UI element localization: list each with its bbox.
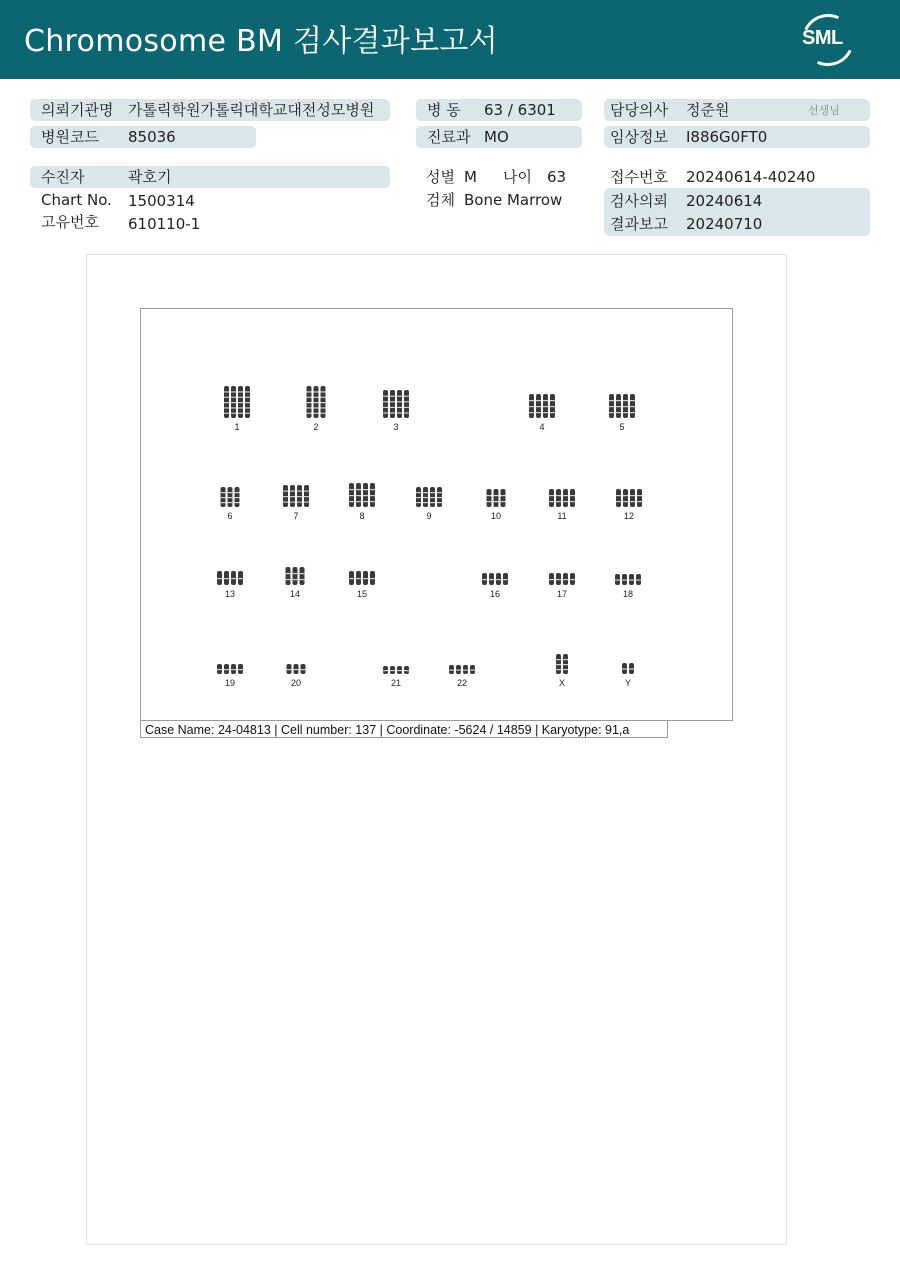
- chromosome-label-12: 12: [623, 511, 635, 521]
- chromosome-1: [224, 386, 250, 418]
- chromosome-label-19: 19: [224, 678, 236, 688]
- chromosome-2: [307, 386, 326, 418]
- chromosome-14: [286, 567, 305, 585]
- report-header: [0, 0, 900, 79]
- chromosome-4: [529, 394, 555, 418]
- report-title: Chromosome BM 검사결과보고서: [24, 24, 498, 59]
- chromosome-label-15: 15: [356, 589, 368, 599]
- report-value: 20240710: [686, 215, 763, 233]
- doctor-value: 정준원: [686, 101, 730, 119]
- chromosome-20: [287, 664, 306, 674]
- chromosome-label-4: 4: [539, 422, 545, 432]
- chromosome-8: [349, 483, 375, 507]
- chart-value: 1500314: [128, 192, 195, 210]
- chromosome-13: [217, 571, 243, 585]
- chromosome-7: [283, 485, 309, 507]
- receipt-label: 접수번호: [610, 168, 668, 186]
- institution-value: 가톨릭학원가톨릭대학교대전성모병원: [128, 101, 375, 119]
- chromosome-10: [487, 489, 506, 507]
- chromosome-3: [383, 390, 409, 418]
- chromosome-22: [449, 665, 475, 674]
- patient-label: 수진자: [41, 168, 85, 186]
- logo-text: SML: [802, 27, 843, 49]
- chromosome-15: [349, 571, 375, 585]
- unique-label: 고유번호: [41, 213, 99, 231]
- chromosome-label-8: 8: [359, 511, 365, 521]
- doctor-label: 담당의사: [610, 101, 668, 119]
- clinical-label: 임상정보: [610, 128, 668, 146]
- chromosome-label-X: X: [558, 678, 566, 688]
- karyogram-caption: Case Name: 24-04813 | Cell number: 137 | Coordinate: -5624 / 14859 | Karyotype: 91,a: [140, 720, 668, 738]
- department-label: 진료과: [427, 128, 471, 146]
- institution-label: 의뢰기관명: [41, 101, 114, 119]
- request-value: 20240614: [686, 192, 763, 210]
- chromosome-label-11: 11: [557, 511, 567, 521]
- chromosome-label-20: 20: [290, 678, 302, 688]
- chromosome-12: [616, 489, 642, 507]
- hospital-code-value: 85036: [128, 128, 176, 146]
- department-value: MO: [484, 128, 509, 146]
- hospital-code-label: 병원코드: [41, 128, 99, 146]
- chromosome-11: [549, 489, 575, 507]
- karyogram-image: [140, 308, 733, 721]
- chromosome-label-Y: Y: [624, 678, 632, 688]
- report-label: 결과보고: [610, 215, 668, 233]
- chromosome-6: [221, 487, 240, 507]
- sex-value: M: [464, 168, 477, 186]
- clinical-value: I886G0FT0: [686, 128, 768, 146]
- chromosome-label-16: 16: [489, 589, 501, 599]
- specimen-label: 검체: [426, 191, 455, 209]
- chromosome-label-14: 14: [289, 589, 301, 599]
- chromosome-21: [383, 666, 409, 674]
- age-value: 63: [547, 168, 567, 186]
- karyogram-svg: [141, 309, 732, 720]
- sex-label: 성별: [426, 168, 455, 186]
- chromosome-label-2: 2: [313, 422, 319, 432]
- ward-label: 병 동: [427, 101, 461, 119]
- chromosome-label-18: 18: [622, 589, 634, 599]
- chromosome-5: [609, 394, 635, 418]
- chromosome-label-13: 13: [224, 589, 236, 599]
- sml-logo: [798, 12, 856, 66]
- specimen-value: Bone Marrow: [464, 191, 563, 209]
- chromosome-18: [615, 574, 641, 585]
- chromosome-label-21: 21: [390, 678, 402, 688]
- request-label: 검사의뢰: [610, 192, 668, 210]
- receipt-value: 20240614-40240: [686, 168, 816, 186]
- chromosome-label-3: 3: [393, 422, 399, 432]
- chromosome-17: [549, 573, 575, 585]
- chromosome-19: [217, 664, 243, 674]
- chromosome-label-5: 5: [619, 422, 625, 432]
- ward-value: 63 / 6301: [484, 101, 556, 119]
- chromosome-label-10: 10: [490, 511, 502, 521]
- age-label: 나이: [503, 168, 532, 186]
- unique-value: 610110-1: [128, 215, 201, 233]
- chromosome-X: [556, 654, 568, 674]
- chromosome-Y: [622, 663, 634, 674]
- chromosome-label-7: 7: [293, 511, 299, 521]
- chromosome-label-6: 6: [227, 511, 233, 521]
- chromosome-16: [482, 573, 508, 585]
- doctor-suffix: 선생님: [808, 104, 840, 117]
- chromosome-label-22: 22: [456, 678, 468, 688]
- chromosome-label-1: 1: [234, 422, 240, 432]
- chromosome-label-9: 9: [426, 511, 432, 521]
- chromosome-label-17: 17: [556, 589, 568, 599]
- patient-value: 곽호기: [128, 168, 172, 186]
- chart-label: Chart No.: [41, 191, 112, 209]
- chromosome-9: [416, 487, 442, 507]
